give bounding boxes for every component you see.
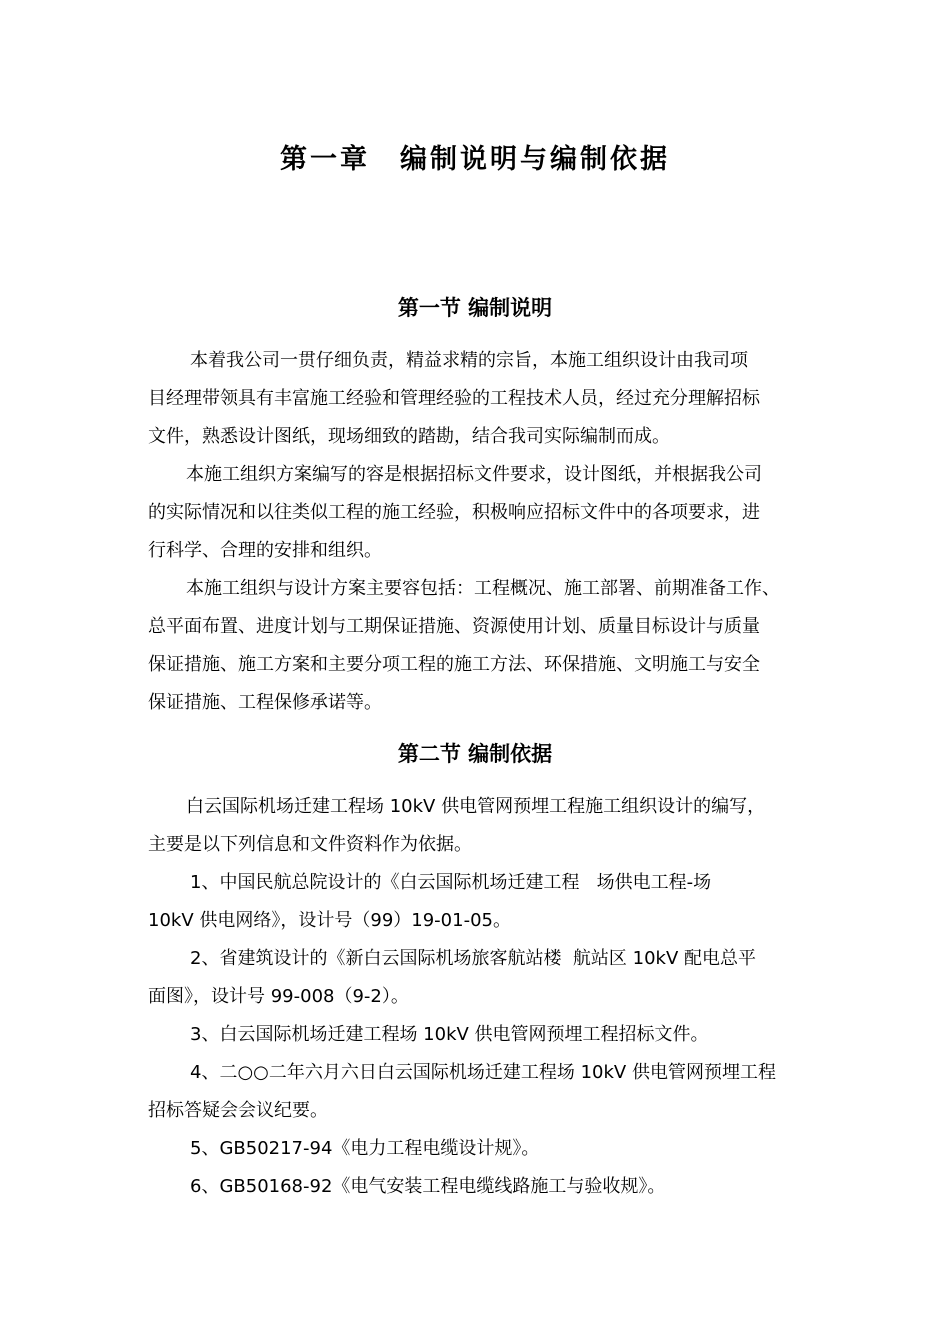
paragraph-line: 白云国际机场迁建工程场 10kV 供电管网预埋工程施工组织设计的编写，	[186, 796, 766, 817]
section-title: 第一节 编制说明	[397, 296, 553, 320]
paragraph-line: 的实际情况和以往类似工程的施工经验，积极响应招标文件中的各项要求，进	[148, 502, 760, 523]
paragraph-line: 4、二○○二年六月六日白云国际机场迁建工程场 10kV 供电管网预埋工程	[190, 1062, 776, 1083]
paragraph-line: 文件，熟悉设计图纸，现场细致的踏勘，结合我司实际编制而成。	[148, 426, 670, 447]
paragraph-line: 招标答疑会会议纪要。	[148, 1100, 328, 1121]
paragraph-line: 保证措施、施工方案和主要分项工程的施工方法、环保措施、文明施工与安全	[148, 654, 760, 675]
section-title: 第二节 编制依据	[397, 742, 553, 766]
paragraph-line: 本着我公司一贯仔细负责，精益求精的宗旨，本施工组织设计由我司项	[190, 350, 748, 371]
paragraph-line: 主要是以下列信息和文件资料作为依据。	[148, 834, 472, 855]
paragraph-line: 目经理带领具有丰富施工经验和管理经验的工程技术人员，经过充分理解招标	[148, 388, 760, 409]
paragraph-line: 本施工组织与设计方案主要容包括：工程概况、施工部署、前期准备工作、	[186, 578, 780, 599]
paragraph-line: 保证措施、工程保修承诺等。	[148, 692, 382, 713]
paragraph-line: 6、GB50168-92《电气安装工程电缆线路施工与验收规》。	[190, 1176, 666, 1197]
paragraph-line: 2、省建筑设计的《新白云国际机场旅客航站楼 航站区 10kV 配电总平	[190, 948, 756, 969]
paragraph-line: 3、白云国际机场迁建工程场 10kV 供电管网预埋工程招标文件。	[190, 1024, 709, 1045]
chapter-title: 第一章 编制说明与编制依据	[280, 144, 670, 175]
paragraph-line: 本施工组织方案编写的容是根据招标文件要求，设计图纸，并根据我公司	[186, 464, 762, 485]
paragraph-line: 5、GB50217-94《电力工程电缆设计规》。	[190, 1138, 540, 1159]
paragraph-line: 1、中国民航总院设计的《白云国际机场迁建工程 场供电工程-场	[190, 872, 712, 893]
paragraph-line: 面图》，设计号 99-008（9-2）。	[148, 986, 409, 1007]
paragraph-line: 总平面布置、进度计划与工期保证措施、资源使用计划、质量目标设计与质量	[148, 616, 760, 637]
paragraph-line: 10kV 供电网络》，设计号（99）19-01-05。	[148, 910, 511, 931]
paragraph-line: 行科学、合理的安排和组织。	[148, 540, 382, 561]
